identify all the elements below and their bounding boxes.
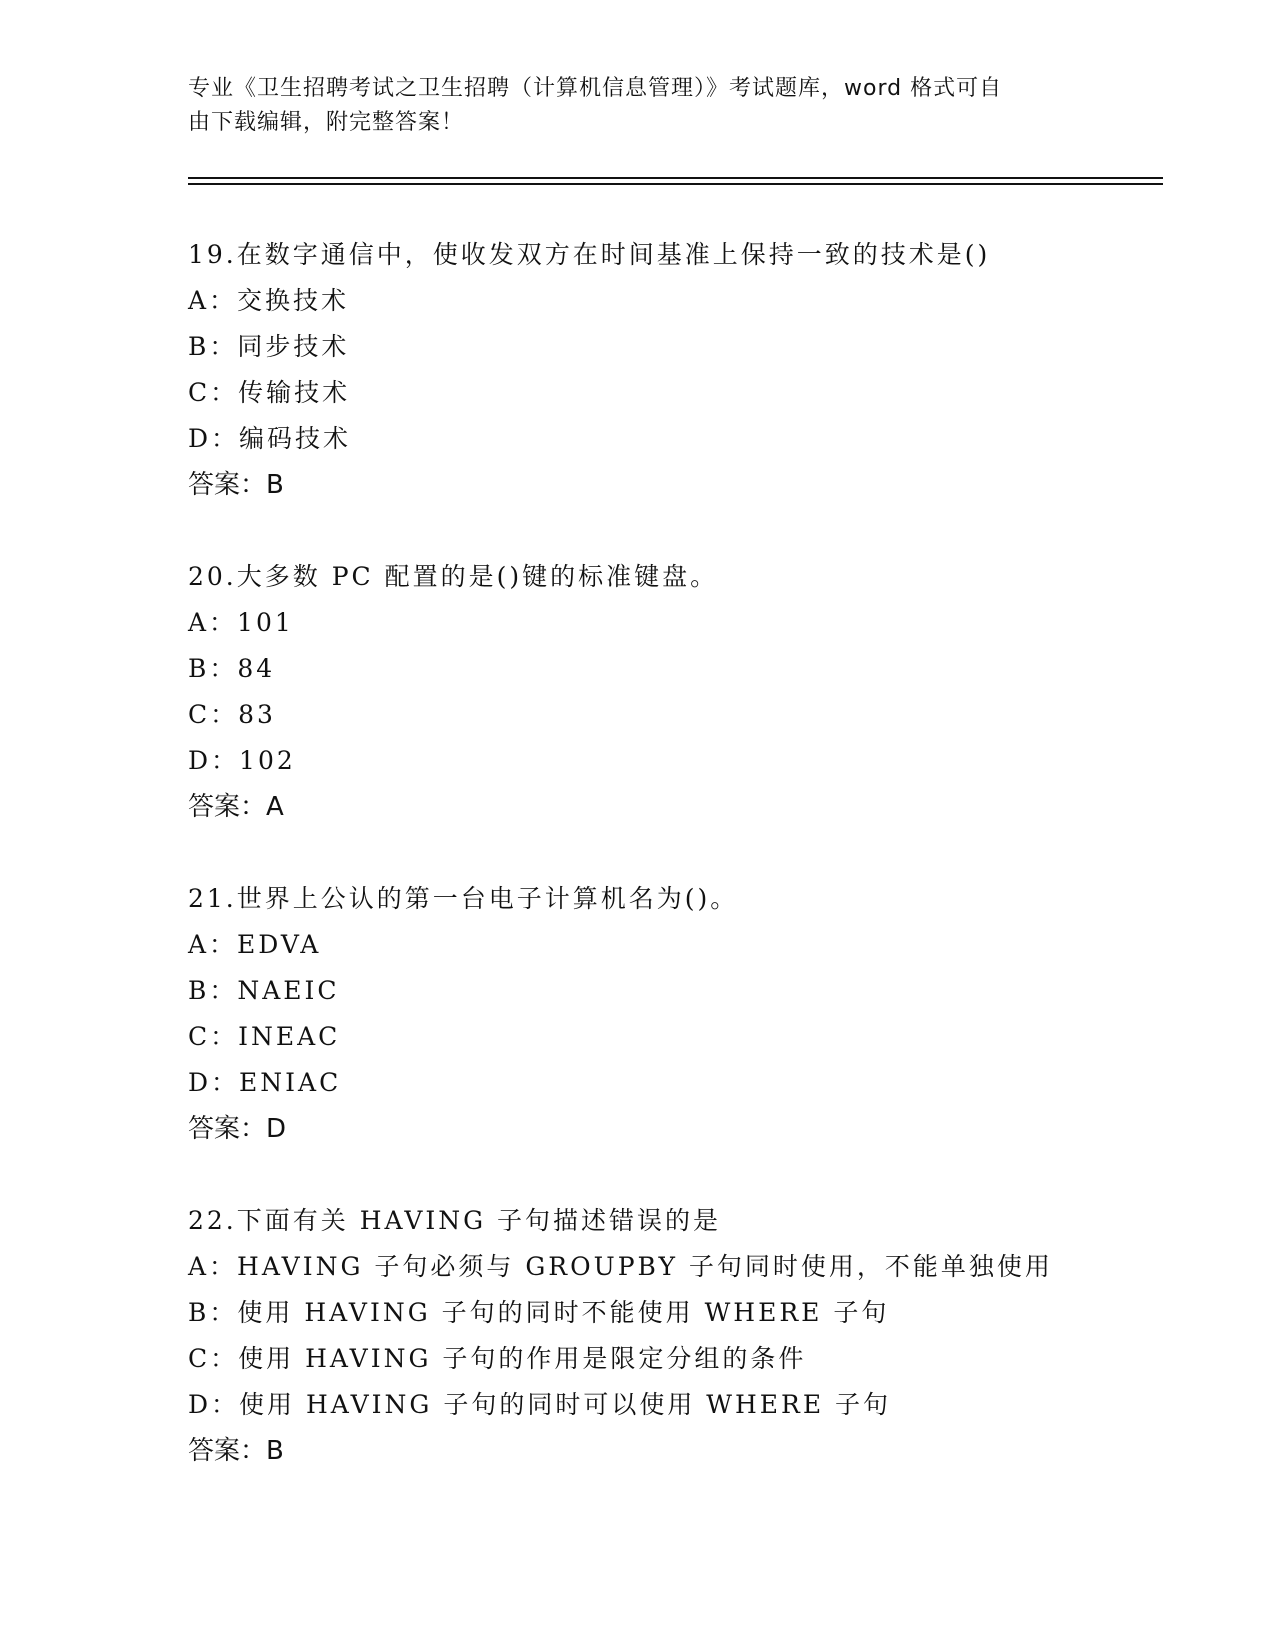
option-a: A：EDVA [188, 930, 322, 959]
answer-value: A [266, 792, 284, 822]
answer-line [188, 784, 1178, 830]
answer-line [188, 1106, 1178, 1152]
header-intro-line-2: 由下载编辑，附完整答案！ [188, 110, 465, 135]
option-b: B：84 [188, 654, 276, 683]
answer-label: 答案： [188, 792, 267, 822]
option-a: A：HAVING 子句必须与 GROUPBY 子句同时使用，不能单独使用 [188, 1252, 1053, 1281]
answer-label: 答案： [188, 1436, 267, 1466]
option-d: D：使用 HAVING 子句的同时可以使用 WHERE 子句 [188, 1390, 892, 1419]
header-divider-top [188, 177, 1163, 179]
answer-line [188, 462, 1178, 508]
question-22 [188, 1198, 1178, 1474]
header-intro-line-1: 专业《卫生招聘考试之卫生招聘（计算机信息管理）》考试题库，word 格式可自 [188, 76, 1003, 101]
answer-value: D [266, 1114, 287, 1144]
option-b: B：同步技术 [188, 332, 350, 361]
option-a: A：101 [188, 608, 294, 637]
option-c: C：使用 HAVING 子句的作用是限定分组的条件 [188, 1344, 807, 1373]
option-d: D：编码技术 [188, 424, 352, 453]
document-header [188, 72, 1088, 140]
answer-line [188, 1428, 1178, 1474]
answer-value: B [266, 470, 284, 500]
question-stem: 22.下面有关 HAVING 子句描述错误的是 [188, 1206, 722, 1235]
question-19 [188, 232, 1178, 508]
option-b: B：NAEIC [188, 976, 340, 1005]
option-b: B：使用 HAVING 子句的同时不能使用 WHERE 子句 [188, 1298, 890, 1327]
header-divider-bottom [188, 183, 1163, 185]
option-d: D：102 [188, 746, 296, 775]
option-d: D：ENIAC [188, 1068, 342, 1097]
option-c: C：INEAC [188, 1022, 341, 1051]
option-c: C：传输技术 [188, 378, 351, 407]
question-20 [188, 554, 1178, 830]
answer-label: 答案： [188, 470, 267, 500]
answer-value: B [266, 1436, 284, 1466]
question-21 [188, 876, 1178, 1152]
question-stem: 19.在数字通信中，使收发双方在时间基准上保持一致的技术是() [188, 240, 991, 269]
answer-label: 答案： [188, 1114, 267, 1144]
question-stem: 20.大多数 PC 配置的是()键的标准键盘。 [188, 562, 719, 591]
option-a: A：交换技术 [188, 286, 350, 315]
option-c: C：83 [188, 700, 276, 729]
question-stem: 21.世界上公认的第一台电子计算机名为()。 [188, 884, 739, 913]
